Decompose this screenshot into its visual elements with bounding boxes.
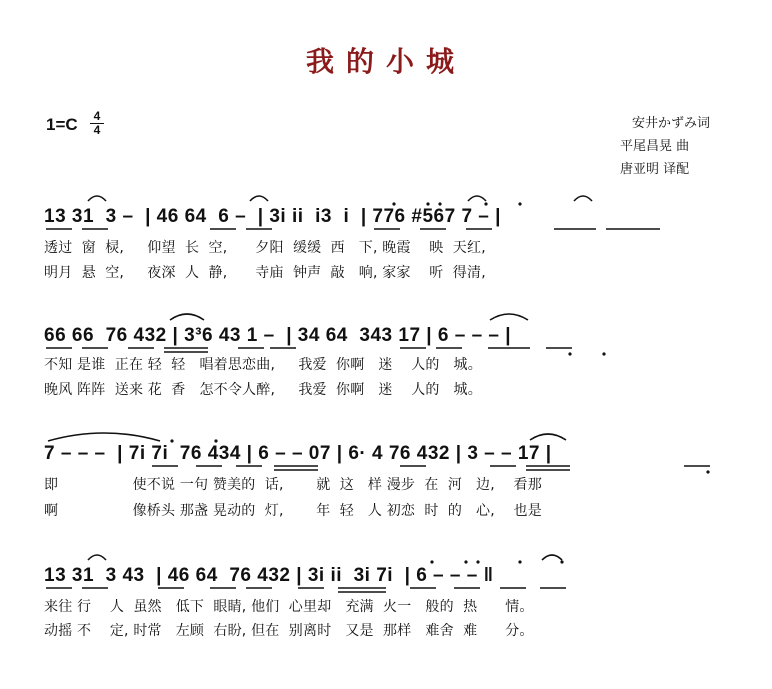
octave-dot (518, 560, 521, 563)
octave-dot-low (706, 470, 709, 473)
slur (468, 196, 486, 201)
time-signature (90, 110, 104, 137)
composer-credit: 平尾昌晃 曲 (620, 139, 690, 154)
notation-row-4: 13 31 3 43 | 46 64 76 432 | 3i ii 3i 7i | 6 – – – ‖ (44, 565, 494, 586)
octave-dot (560, 560, 563, 563)
octave-dot (430, 560, 433, 563)
slur (574, 196, 592, 201)
lyrics-row-2-verse-1: 不知 是谁 正在 轻 轻 唱着思恋曲, 我爱 你啊 迷 人的 城。 (44, 357, 482, 373)
lyrics-row-4-verse-1: 来往 行 人 虽然 低下 眼睛, 他们 心里却 充满 火一 般的 热 情。 (44, 599, 534, 615)
slur (542, 555, 562, 560)
slur (170, 314, 204, 320)
slur (250, 196, 268, 201)
time-signature-bottom: 4 (93, 123, 101, 137)
lyrics-row-1-verse-2: 明月 悬 空, 夜深 人 静, 寺庙 钟声 敲 响, 家家 听 得清, (44, 265, 486, 281)
lyrics-row-1-verse-1: 透过 窗 棂, 仰望 长 空, 夕阳 缓缓 西 下, 晚霞 映 天红, (44, 240, 486, 256)
octave-dot (518, 202, 521, 205)
notation-row-1: 13 31 3 – | 46 64 6 – | 3i ii i3 i | 776 #567 7 – | (44, 206, 501, 227)
key-signature: 1=C (46, 115, 78, 134)
arranger-credit: 唐亚明 译配 (620, 162, 690, 177)
lyrics-row-3-verse-2: 啊 像桥头 那盏 晃动的 灯, 年 轻 人 初恋 时 的 心, 也是 (44, 503, 542, 519)
time-signature-top: 4 (90, 110, 104, 124)
slur (530, 434, 566, 440)
lyrics-row-3-verse-1: 即 使不说 一句 赞美的 话, 就 这 样 漫步 在 河 边, 看那 (44, 477, 542, 493)
octave-dot (464, 560, 467, 563)
slur (88, 196, 106, 201)
octave-dot (476, 560, 479, 563)
octave-dot-low (568, 352, 571, 355)
credits (610, 112, 710, 181)
lyrics-row-2-verse-2: 晚风 阵阵 送来 花 香 怎不令人醉, 我爱 你啊 迷 人的 城。 (44, 382, 482, 398)
octave-dot-low (602, 352, 605, 355)
slur (88, 555, 106, 560)
slur (490, 314, 528, 320)
notation-row-3: 7 – – – | 7i 7i 76 434 | 6 – – 07 | 6· 4 76 432 | 3 – – 17 | (44, 443, 552, 464)
song-title: 我的小城 (305, 45, 466, 78)
notation-row-2: 66 66 76 432 | 3³6 43 1 – | 34 64 343 17 | 6 – – – | (44, 325, 512, 346)
lyrics-row-4-verse-2: 动摇 不 定, 时常 左顾 右盼, 但在 别离时 又是 那样 难舍 难 分。 (44, 623, 534, 639)
lyricist-credit: 安井かずみ词 (632, 116, 711, 131)
slur (48, 433, 160, 441)
